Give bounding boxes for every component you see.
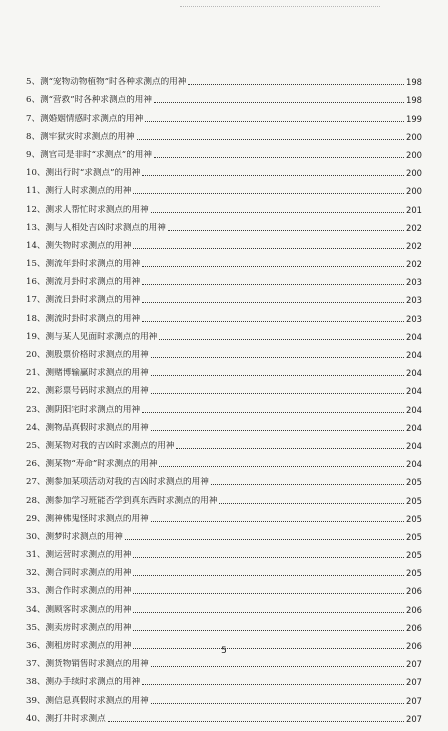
toc-entry-number: 6、 — [26, 95, 41, 106]
toc-entry-page: 200 — [406, 168, 422, 179]
toc-entry-title: 测“营救”时各种求测点的用神 — [40, 95, 152, 106]
toc-dot-leader — [142, 283, 404, 285]
toc-entry[interactable] — [26, 142, 422, 160]
toc-entry-page: 206 — [406, 586, 422, 597]
toc-entry-page: 205 — [406, 513, 422, 524]
toc-entry[interactable] — [26, 669, 422, 687]
toc-dot-leader — [151, 520, 404, 522]
toc-entry-title: 测参加某项活动对我的吉凶时求测点的用神 — [45, 477, 209, 488]
toc-entry-page: 203 — [406, 313, 422, 324]
toc-entry-number: 36、 — [26, 641, 46, 651]
toc-dot-leader — [142, 301, 404, 303]
toc-entry-title: 测流时卦时求测点的用神 — [45, 313, 141, 324]
toc-entry-title: 测某物“寿命”时求测点的用神 — [45, 459, 158, 470]
toc-dot-leader — [133, 629, 404, 631]
toc-dot-leader — [108, 720, 404, 722]
toc-entry-number: 7、 — [26, 113, 41, 124]
toc-entry-number: 28、 — [26, 495, 46, 506]
toc-entry-page: 200 — [406, 131, 422, 142]
toc-dot-leader — [151, 392, 404, 394]
toc-entry-page: 205 — [406, 495, 422, 506]
toc-entry[interactable] — [26, 560, 422, 578]
toc-dot-leader — [188, 83, 404, 85]
toc-entry-number: 10、 — [26, 168, 46, 179]
toc-dot-leader — [211, 483, 404, 485]
toc-entry-number: 25、 — [26, 440, 46, 451]
toc-entry-number: 32、 — [26, 568, 46, 579]
toc-entry-title: 测官司是非时“求测点”的用神 — [40, 149, 152, 160]
toc-entry-title: 测合同时求测点的用神 — [45, 568, 132, 579]
toc-entry-number: 16、 — [26, 277, 46, 288]
toc-entry-page: 204 — [406, 386, 422, 397]
toc-entry-number: 14、 — [26, 240, 46, 251]
toc-entry-number: 37、 — [26, 659, 46, 670]
toc-entry-title: 测打井时求测点 — [45, 713, 106, 724]
toc-entry-title: 测出行时“求测点”的用神 — [45, 168, 141, 179]
toc-entry-number: 23、 — [26, 404, 46, 415]
toc-dot-leader — [159, 338, 404, 340]
toc-dot-leader — [142, 411, 404, 413]
toc-entry-page: 207 — [406, 713, 422, 724]
toc-entry-number: 30、 — [26, 531, 46, 542]
toc-entry-number: 29、 — [26, 513, 46, 524]
toc-entry-page: 206 — [406, 604, 422, 615]
toc-entry-page: 203 — [406, 277, 422, 288]
toc-entry-page: 203 — [406, 295, 422, 306]
toc-entry-number: 8、 — [26, 131, 41, 142]
toc-dot-leader — [145, 120, 404, 122]
toc-dot-leader — [133, 611, 404, 613]
toc-entry[interactable] — [26, 506, 422, 524]
toc-entry-page: 206 — [406, 641, 422, 651]
toc-entry-page: 205 — [406, 477, 422, 488]
toc-entry[interactable] — [26, 342, 422, 360]
toc-dot-leader — [133, 247, 404, 249]
toc-entry-title: 测流月卦时求测点的用神 — [45, 277, 141, 288]
toc-entry-page: 204 — [406, 368, 422, 379]
toc-entry[interactable] — [26, 433, 422, 451]
toc-entry-page: 202 — [406, 259, 422, 270]
toc-entry-title: 测租房时求测点的用神 — [45, 641, 132, 651]
toc-entry-number: 38、 — [26, 677, 46, 688]
toc-entry[interactable] — [26, 615, 422, 633]
toc-entry-page: 205 — [406, 531, 422, 542]
toc-entry-number: 18、 — [26, 313, 46, 324]
toc-entry-title: 测流年卦时求测点的用神 — [45, 259, 141, 270]
toc-entry-number: 11、 — [26, 186, 46, 197]
toc-dot-leader — [154, 101, 404, 103]
toc-dot-leader — [159, 465, 404, 467]
toc-entry[interactable] — [26, 178, 422, 196]
toc-entry-number: 24、 — [26, 422, 46, 433]
toc-dot-leader — [142, 265, 404, 267]
toc-entry-page: 207 — [406, 659, 422, 670]
toc-entry-title: 测某物对我的吉凶时求测点的用神 — [45, 440, 175, 451]
toc-entry-title: 测信息真假时求测点的用神 — [45, 695, 149, 706]
toc-entry[interactable] — [26, 415, 422, 433]
toc-entry-page: 206 — [406, 622, 422, 633]
toc-entry[interactable] — [26, 596, 422, 614]
toc-entry-page: 204 — [406, 440, 422, 451]
toc-dot-leader — [151, 211, 404, 213]
toc-entry-title: 测办手续时求测点的用神 — [45, 677, 141, 688]
toc-entry-number: 34、 — [26, 604, 46, 615]
toc-entry[interactable] — [26, 378, 422, 396]
toc-entry[interactable] — [26, 251, 422, 269]
toc-dot-leader — [219, 502, 404, 504]
toc-entry[interactable] — [26, 706, 422, 724]
toc-entry-number: 19、 — [26, 331, 46, 342]
toc-entry-title: 测顾客时求测点的用神 — [45, 604, 132, 615]
toc-dot-leader — [142, 320, 404, 322]
toc-dot-leader — [151, 429, 404, 431]
toc-entry-title: 测参加学习班能否学到真东西时求测点的用神 — [45, 495, 218, 506]
toc-entry-page: 204 — [406, 459, 422, 470]
toc-dot-leader — [133, 592, 404, 594]
toc-entry[interactable] — [26, 287, 422, 305]
toc-entry-title: 测失物时求测点的用神 — [45, 240, 132, 251]
toc-entry[interactable] — [26, 396, 422, 414]
toc-dot-leader — [168, 229, 404, 231]
toc-entry-page: 202 — [406, 240, 422, 251]
toc-dot-leader — [125, 538, 404, 540]
toc-entry-page: 204 — [406, 404, 422, 415]
toc-entry-page: 201 — [406, 204, 422, 215]
toc-entry[interactable] — [26, 87, 422, 105]
toc-entry-number: 5、 — [26, 77, 41, 88]
toc-dot-leader — [142, 683, 404, 685]
toc-entry[interactable] — [26, 305, 422, 323]
toc-entry[interactable] — [26, 451, 422, 469]
toc-entry-title: 测行人时求测点的用神 — [45, 186, 132, 197]
toc-entry[interactable] — [26, 215, 422, 233]
toc-entry[interactable] — [26, 360, 422, 378]
toc-dot-leader — [154, 156, 404, 158]
toc-entry[interactable] — [26, 687, 422, 705]
table-of-contents — [26, 69, 422, 724]
toc-entry-number: 15、 — [26, 259, 46, 270]
toc-dot-leader — [151, 356, 404, 358]
toc-entry-number: 39、 — [26, 695, 46, 706]
toc-dot-leader — [137, 138, 404, 140]
toc-entry-title: 测牢狱灾时求测点的用神 — [40, 131, 135, 142]
toc-entry[interactable] — [26, 269, 422, 287]
toc-entry[interactable] — [26, 69, 422, 87]
toc-entry-title: 测卖房时求测点的用神 — [45, 622, 132, 633]
toc-entry-number: 33、 — [26, 586, 46, 597]
toc-dot-leader — [133, 192, 404, 194]
toc-entry-number: 22、 — [26, 386, 46, 397]
toc-entry-number: 26、 — [26, 459, 46, 470]
toc-entry-title: 测物品真假时求测点的用神 — [45, 422, 149, 433]
page-number: 5 — [221, 646, 227, 656]
toc-entry[interactable] — [26, 124, 422, 142]
toc-dot-leader — [142, 174, 404, 176]
toc-entry-number: 35、 — [26, 622, 46, 633]
toc-entry-number: 12、 — [26, 204, 46, 215]
toc-entry-title: 测神佛鬼怪时求测点的用神 — [45, 513, 149, 524]
toc-entry-page: 204 — [406, 422, 422, 433]
toc-entry-number: 20、 — [26, 350, 46, 360]
toc-entry-page: 204 — [406, 350, 422, 360]
toc-entry-page: 202 — [406, 222, 422, 233]
toc-entry-number: 13、 — [26, 222, 46, 233]
toc-entry-page: 198 — [406, 77, 422, 88]
toc-entry-number: 31、 — [26, 550, 46, 561]
toc-entry[interactable] — [26, 233, 422, 251]
toc-entry-title: 测股票价格时求测点的用神 — [45, 350, 149, 360]
toc-dot-leader — [151, 702, 404, 704]
top-divider — [180, 6, 380, 8]
toc-entry-page: 204 — [406, 331, 422, 342]
toc-entry[interactable] — [26, 542, 422, 560]
toc-entry-page: 198 — [406, 95, 422, 106]
toc-entry-title: 测彩票号码时求测点的用神 — [45, 386, 149, 397]
toc-entry[interactable] — [26, 524, 422, 542]
toc-entry[interactable] — [26, 487, 422, 505]
toc-entry[interactable] — [26, 160, 422, 178]
toc-dot-leader — [176, 447, 404, 449]
toc-entry-page: 207 — [406, 677, 422, 688]
toc-entry[interactable] — [26, 324, 422, 342]
toc-entry-title: 测梦时求测点的用神 — [45, 531, 123, 542]
toc-entry-title: 测与某人见面时求测点的用神 — [45, 331, 158, 342]
toc-entry-page: 200 — [406, 149, 422, 160]
toc-dot-leader — [133, 556, 404, 558]
toc-entry[interactable] — [26, 578, 422, 596]
toc-entry-page: 199 — [406, 113, 422, 124]
toc-dot-leader — [151, 374, 404, 376]
toc-entry-title: 测赌博输赢时求测点的用神 — [45, 368, 149, 379]
toc-entry-page: 205 — [406, 550, 422, 561]
toc-entry-title: 测合作时求测点的用神 — [45, 586, 132, 597]
toc-entry[interactable] — [26, 105, 422, 123]
toc-entry-number: 40、 — [26, 713, 46, 724]
toc-entry-number: 21、 — [26, 368, 46, 379]
toc-entry-title: 测“宠物动物植物”时各种求测点的用神 — [40, 77, 187, 88]
toc-entry-title: 测运营时求测点的用神 — [45, 550, 132, 561]
toc-entry-page: 205 — [406, 568, 422, 579]
toc-entry-title: 测流日卦时求测点的用神 — [45, 295, 141, 306]
toc-entry[interactable] — [26, 469, 422, 487]
toc-entry[interactable] — [26, 196, 422, 214]
toc-entry-number: 9、 — [26, 149, 41, 160]
toc-dot-leader — [133, 574, 404, 576]
toc-entry-title: 测货物销售时求测点的用神 — [45, 659, 149, 670]
toc-entry-page: 200 — [406, 186, 422, 197]
toc-entry-title: 测求人帮忙时求测点的用神 — [45, 204, 149, 215]
toc-entry-title: 测与人相处吉凶时求测点的用神 — [45, 222, 166, 233]
toc-entry-number: 27、 — [26, 477, 46, 488]
toc-entry-title: 测阴阳宅时求测点的用神 — [45, 404, 141, 415]
toc-entry-page: 207 — [406, 695, 422, 706]
toc-entry-title: 测婚姻情感时求测点的用神 — [40, 113, 144, 124]
toc-dot-leader — [151, 665, 404, 667]
toc-entry-number: 17、 — [26, 295, 46, 306]
